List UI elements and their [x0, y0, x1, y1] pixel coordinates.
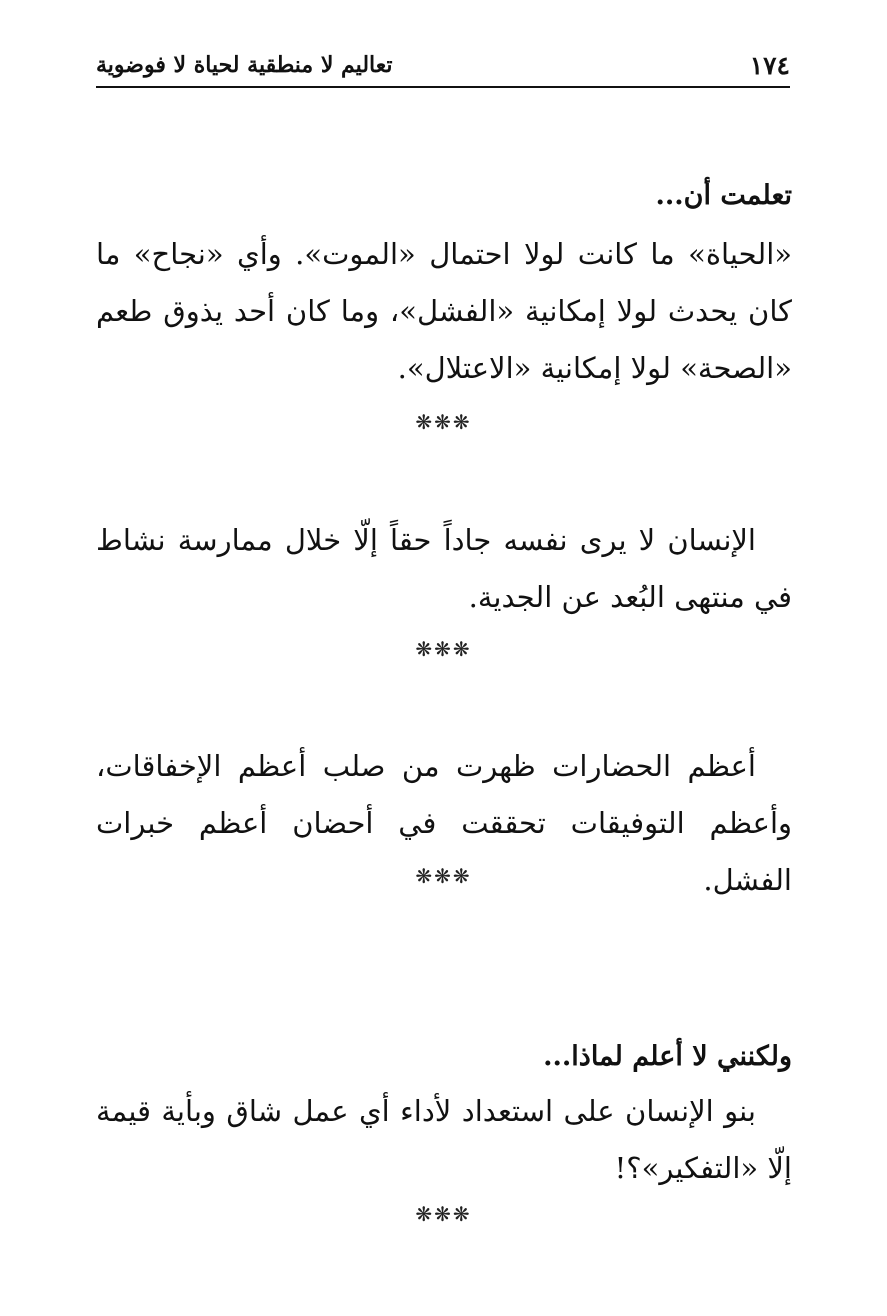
running-header: [96, 44, 790, 88]
section-learned: [96, 176, 792, 397]
paragraph-thinking: بنو الإنسان على استعداد لأداء أي عمل شاق وبأية قيمة إلّا «التفكير»؟!: [96, 1094, 792, 1185]
paragraph-life-death: «الحياة» ما كانت لولا احتمال «الموت». وأي «نجاح» ما كان يحدث لولا إمكانية «الفشل»، وما كان أحد يذوق طعم «الصحة» لولا إمكانية «الاعتلال».: [96, 237, 792, 385]
running-title: تعاليم لا منطقية لحياة لا فوضوية: [96, 52, 393, 78]
paragraph-civilizations: أعظم الحضارات ظهرت من صلب أعظم الإخفاقات، وأعظم التوفيقات تحققت في أحضان أعظم خبرات الفشل.: [96, 749, 792, 897]
page-number: ١٧٤: [749, 50, 790, 80]
section-why: [96, 1037, 792, 1197]
separator-1: ❋❋❋: [415, 410, 472, 434]
separator-4: ❋❋❋: [415, 1202, 472, 1226]
separator-2: ❋❋❋: [415, 637, 472, 661]
section-human: [96, 512, 792, 626]
separator-3: ❋❋❋: [415, 864, 472, 888]
section-heading-why: ولكنني لا أعلم لماذا...: [543, 1041, 792, 1072]
paragraph-human-seriousness: الإنسان لا يرى نفسه جاداً حقاً إلّا خلال ممارسة نشاط في منتهى البُعد عن الجدية.: [96, 523, 792, 614]
section-heading-learned: تعلمت أن...: [655, 180, 792, 211]
